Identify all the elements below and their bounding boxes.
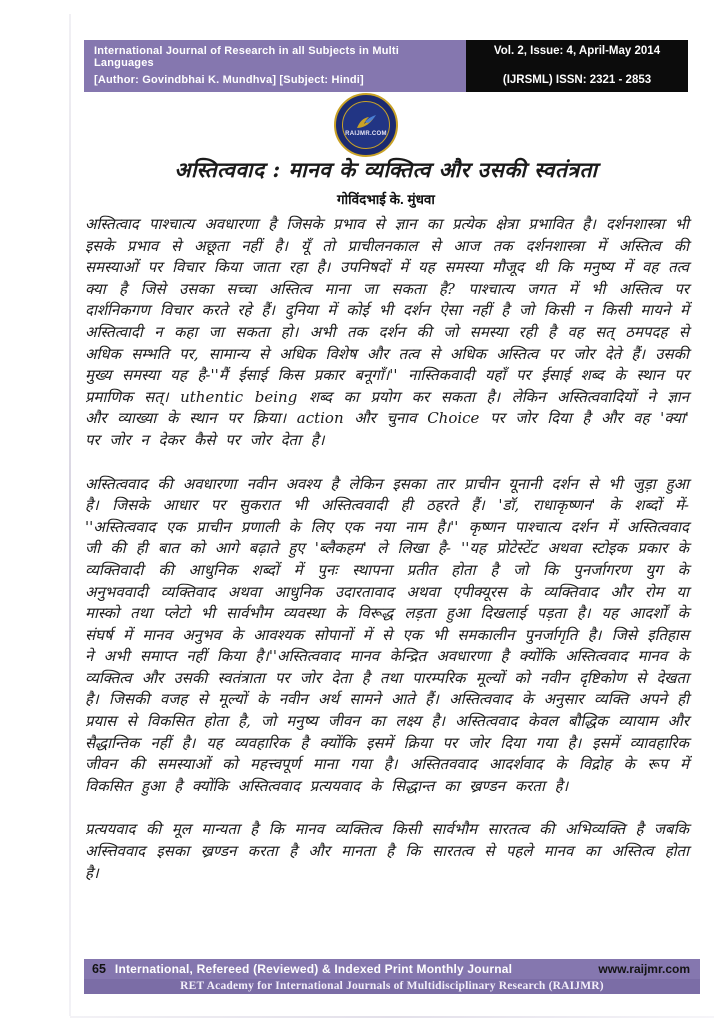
journal-header-issue-box	[466, 40, 688, 92]
footer-academy-band: RET Academy for International Journals of Multidisciplinary Research (RAIJMR)	[84, 979, 700, 994]
paragraph-3: प्रत्ययवाद की मूल मान्यता है कि मानव व्यक्तित्व किसी सार्वभौम सारतत्व की अभिव्यक्ति है जबकि अस्त्तिववाद इसका ख्रण्डन करता है और मानता है कि सारतत्व से पहले मानव का अस्तित्व होता है।	[85, 820, 689, 882]
paragraph-2: अस्तित्ववाद की अवधारणा नवीन अवश्य है लेकिन इसका तार प्राचीन यूनानी दर्शन से भी जुड़ा हुआ है। जिसके आधार पर सुकरात भी अस्तित्ववादी ही ठहरते हैं। 'डॉ, राधाकृष्णन' के शब्दों में-''अस्तित्ववाद एक प्राचीन प्रणाली के लिए एक नया नाम है।'' कृष्णन पाश्चात्य दर्शन में अस्तित्ववाद जी की ही बात को आगे बढ़ाते हुए 'ब्लैकहम' ले लिखा है- ''यह प्रोटेस्टेंट अथवा स्टोइक प्रकार के व्यक्तिवादी की आधुनिक शब्दों में पुनः स्थापना प्रतीत होता है जो कि पुनर्जागरण युग के अनुभववादी व्यक्तिवाद अथवा आधुनिक उदारतावाद अथवा एपीक्यूरस के व्यक्तिवाद और रोम या मास्को तथा प्लेटो भी सार्वभौम व्यवस्था के विरूद्ध लड़ता हुआ दिखलाई पड़ता है। यह आदर्शों के संघर्ष में मानव अनुभव के आवश्यक सोपानों में से एक भी समकालीन पुनर्जागृति है। जिसे इतिहास ने अभी समाप्त नहीं किया है।''अस्तित्ववाद मानव केन्द्रित अवधारणा है क्योंकि अस्तित्ववाद मानव के व्यक्तित्व और उसकी स्वतंत्राता पर जोर देता है तथा पारम्परिक मूल्यों को नवीन दृष्टिकोण से देखता है। जिसकी वजह से मूल्यों के नवीन अर्थ सामने आते हैं। अस्तित्ववाद के अनुसार व्यक्ति अपने ही प्रयास से विकसित होता है, जो मनुष्य जीवन का लक्ष्य है। अस्तित्ववाद केवल बौद्धिक व्यायाम और सैद्धान्तिक नहीं है। यह व्यवहारिक है क्योंकि इसमें क्रिया पर जोर दिया गया है। इसमें व्यावहारिक जीवन की समस्याओं को महत्त्वपूर्ण माना गया है। अस्तितववाद आदर्शवाद के विद्रोह के रूप में विकसित हुआ है क्योंकि अस्तित्ववाद प्रत्ययवाद के सिद्धान्त का ख्रण्डन करता है।	[85, 474, 689, 795]
footer-website: www.raijmr.com	[598, 962, 690, 976]
scan-edge-artifact-left	[69, 14, 71, 1016]
raijmr-logo	[334, 93, 398, 157]
page-footer	[84, 959, 700, 994]
logo-bird-swirl-icon	[355, 114, 377, 130]
article-body	[85, 214, 689, 906]
article-author: गोविंदभाई के. मुंधवा	[337, 192, 435, 207]
journal-title: International Journal of Research in all Subjects in Multi Languages	[94, 45, 399, 69]
footer-journal-type: International, Refereed (Reviewed) & Indexed Print Monthly Journal	[114, 962, 513, 976]
issue-issn: (IJRSML) ISSN: 2321 - 2853	[502, 74, 652, 86]
raijmr-logo-emblem	[342, 101, 390, 149]
footer-journal-band	[84, 959, 700, 979]
journal-header-band	[84, 40, 688, 92]
page-number: 65	[92, 962, 106, 976]
paragraph-1: अस्तित्वाद पाश्चात्य अवधारणा है जिसके प्रभाव से ज्ञान का प्रत्येक क्षेत्रा प्रभावित है। दर्शनशास्त्रा भी इसके प्रभाव से अछूता नहीं है। यूँ तो प्राचीलनकाल से आज तक दर्शनशास्त्रा में अस्तित्व की समस्याओं पर विचार किया जाता रहा है। उपनिषदों में यह समस्या मौजूद थी कि मनुष्य में वह तत्व क्या है जिसे उसका सच्चा अस्तित्व माना जा सकता है? पाश्चात्य जगत में भी अस्तित्व पर दार्शनिकगण विचार करते रहे हैं। दुनिया में कोई भी दर्शन ऐसा नहीं है जो किसी न किसी मायने में अस्तित्वादी न कहा जा सकता हो। अभी तक दर्शन की जो समस्या रही है वह सत् ठमपदह से अधिक सम्भति पर, सामान्य से अधिक विशेष और तत्व से अधिक अस्तित्व पर जोर देते हैं। उसकी मुख्य समस्या यह है-''मैं ईसाई किस प्रकार बनूगाँ।'' नास्तिकवादी यहाँ पर ईसाई शब्द के स्थान पर प्रमाणिक सत्। uthentic being शब्द का प्रयोग कर सकता है। लेकिन अस्तित्ववादियों ने ज्ञान और व्याख्या के स्थान पर क्रिया। action और चुनाव Choice पर जोर दिया है और वह 'क्या' पर जोर न देकर कैसे पर जोर देता है।	[85, 215, 689, 449]
scan-edge-artifact-bottom	[70, 1016, 714, 1018]
article-title: अस्तित्ववाद : मानव के व्यक्तित्व और उसकी स्वतंत्रता	[174, 157, 598, 182]
journal-header-left	[84, 40, 466, 92]
issue-volume: Vol. 2, Issue: 4, April-May 2014	[493, 45, 661, 57]
journal-author-subject: [Author: Govindbhai K. Mundhva] [Subject: Hindi]	[94, 74, 364, 86]
logo-text: RAIJMR.COM	[345, 130, 387, 137]
